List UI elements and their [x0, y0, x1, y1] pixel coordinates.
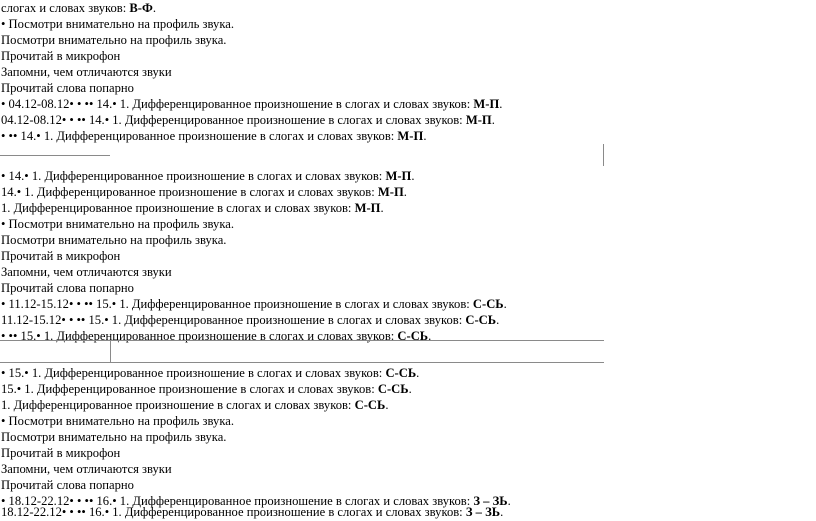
- text-line-27: Запомни, чем отличаются звуки: [1, 462, 172, 476]
- table-divider: [603, 144, 604, 166]
- table-divider-left: [110, 340, 111, 362]
- text-line-10: • 14.• 1. Дифференцированное произношение в слогах и словах звуков: М-П.: [1, 169, 415, 183]
- text-line-30: 18.12-22.12• • •• 16.• 1. Дифференцированное произношение в слогах и словах звуков: З – ЗЬ.: [1, 505, 504, 519]
- text-line-18: • 11.12-15.12• • •• 15.• 1. Дифференцированное произношение в слогах и словах звуков: С-СЬ.: [1, 297, 507, 311]
- text-line-2: • Посмотри внимательно на профиль звука.: [1, 17, 235, 31]
- text-line-3: Посмотри внимательно на профиль звука.: [1, 33, 227, 47]
- text-line-11: 14.• 1. Дифференцированное произношение в слогах и словах звуков: М-П.: [1, 185, 407, 199]
- text-line-17: Прочитай слова попарно: [1, 281, 134, 295]
- text-line-9: • •• 14.• 1. Дифференцированное произношение в слогах и словах звуков: М-П.: [1, 129, 427, 143]
- text-line-4: Прочитай в микрофон: [1, 49, 121, 63]
- table-rule-bottom: [0, 362, 604, 363]
- text-line-12: 1. Дифференцированное произношение в слогах и словах звуков: М-П.: [1, 201, 384, 215]
- text-line-26: Прочитай в микрофон: [1, 446, 121, 460]
- text-line-22: 15.• 1. Дифференцированное произношение в слогах и словах звуков: С-СЬ.: [1, 382, 412, 396]
- table-rule-top: [0, 340, 604, 341]
- text-line-15: Прочитай в микрофон: [1, 249, 121, 263]
- text-line-29: • 18.12-22.12• • •• 16.• 1. Дифференцированное произношение в слогах и словах звуков: З – ЗЬ.: [1, 494, 511, 508]
- text-line-13: • Посмотри внимательно на профиль звука.: [1, 217, 235, 231]
- text-line-5: Запомни, чем отличаются звуки: [1, 65, 172, 79]
- text-line-21: • 15.• 1. Дифференцированное произношение в слогах и словах звуков: С-СЬ.: [1, 366, 420, 380]
- text-line-7: • 04.12-08.12• • •• 14.• 1. Дифференцированное произношение в слогах и словах звуков: М-П.: [1, 97, 503, 111]
- text-line-6: Прочитай слова попарно: [1, 81, 134, 95]
- text-line-23: 1. Дифференцированное произношение в слогах и словах звуков: С-СЬ.: [1, 398, 389, 412]
- text-line-28: Прочитай слова попарно: [1, 478, 134, 492]
- text-line-1: слогах и словах звуков: В-Ф.: [1, 1, 156, 15]
- text-line-16: Запомни, чем отличаются звуки: [1, 265, 172, 279]
- text-line-24: • Посмотри внимательно на профиль звука.: [1, 414, 235, 428]
- text-line-14: Посмотри внимательно на профиль звука.: [1, 233, 227, 247]
- text-line-8: 04.12-08.12• • •• 14.• 1. Дифференцированное произношение в слогах и словах звуков: М-П.: [1, 113, 495, 127]
- table-rule: [0, 155, 110, 156]
- text-line-19: 11.12-15.12• • •• 15.• 1. Дифференцированное произношение в слогах и словах звуков: С-СЬ.: [1, 313, 500, 327]
- text-line-20: • •• 15.• 1. Дифференцированное произношение в слогах и словах звуков: С-СЬ.: [1, 329, 432, 343]
- text-line-25: Посмотри внимательно на профиль звука.: [1, 430, 227, 444]
